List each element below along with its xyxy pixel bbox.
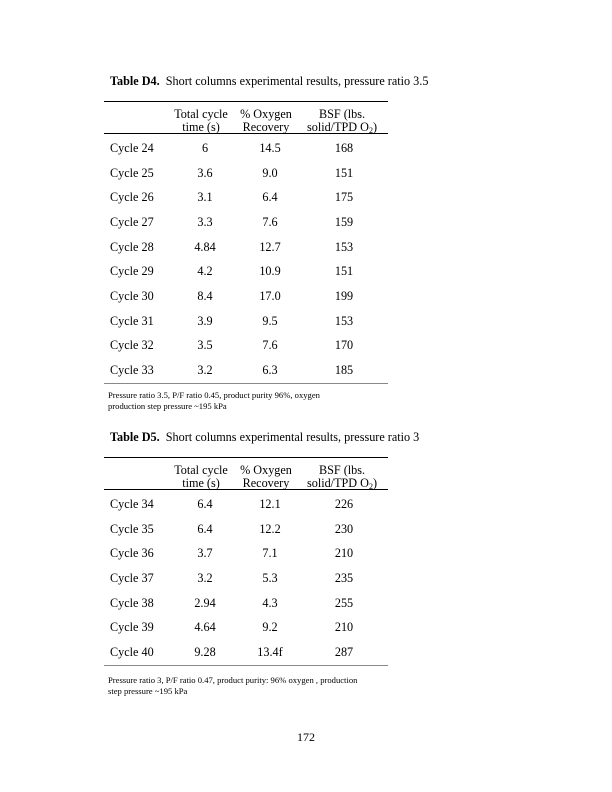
table-row: [104, 185, 388, 210]
bsf-cell: 153: [334, 313, 354, 328]
table-d5-header: [104, 458, 388, 489]
oxygen-recovery-cell: 17.0: [259, 288, 281, 303]
total-cycle-time-cell: 2.94: [194, 595, 216, 610]
table-row: [104, 517, 388, 542]
oxygen-recovery-cell: 7.6: [262, 214, 278, 229]
total-cycle-time-cell: 3.9: [197, 313, 213, 328]
oxygen-recovery-cell: 6.3: [262, 363, 278, 378]
total-cycle-time-cell: 3.1: [197, 190, 213, 205]
cycle-label: Cycle 28: [110, 239, 154, 254]
header-total-cycle-time: Total cycle time (s): [174, 107, 228, 134]
header-bsf: BSF (lbs. solid/TPD $O_2$): [306, 463, 378, 491]
oxygen-recovery-cell: 9.5: [262, 313, 278, 328]
bsf-cell: 153: [334, 239, 354, 254]
total-cycle-time-cell: 3.6: [197, 165, 213, 180]
total-cycle-time-cell: 3.2: [197, 570, 213, 585]
oxygen-recovery-cell: 9.0: [262, 165, 278, 180]
table-d5-body: [104, 492, 388, 665]
bsf-cell: 230: [334, 521, 354, 536]
table-row: [104, 136, 388, 161]
cycle-label: Cycle 24: [110, 140, 154, 155]
total-cycle-time-cell: 9.28: [194, 644, 216, 659]
table-d5-bottom-rule: [104, 665, 388, 666]
table-d4-caption: [110, 74, 428, 89]
total-cycle-time-cell: 3.7: [197, 546, 213, 561]
total-cycle-time-cell: 3.2: [197, 363, 213, 378]
bsf-cell: 210: [334, 620, 354, 635]
bsf-cell: 226: [334, 496, 354, 511]
table-d5-label: Table D5.: [110, 430, 160, 444]
bsf-cell: 199: [334, 288, 354, 303]
bsf-cell: 210: [334, 546, 354, 561]
bsf-cell: 151: [334, 165, 354, 180]
page-number: 172: [297, 730, 315, 744]
cycle-label: Cycle 38: [110, 595, 154, 610]
table-row: [104, 334, 388, 359]
cycle-label: Cycle 30: [110, 288, 154, 303]
oxygen-recovery-cell: 12.7: [259, 239, 281, 254]
oxygen-recovery-cell: 4.3: [262, 595, 278, 610]
total-cycle-time-cell: 3.5: [197, 338, 213, 353]
cycle-label: Cycle 40: [110, 644, 154, 659]
table-row: [104, 259, 388, 284]
cycle-label: Cycle 32: [110, 338, 154, 353]
table-row: [104, 235, 388, 260]
bsf-cell: 159: [334, 214, 354, 229]
table-d4-title: Short columns experimental results, pressure ratio 3.5: [165, 74, 429, 88]
header-oxygen-recovery: % Oxygen Recovery: [240, 107, 292, 134]
table-d4-body: [104, 136, 388, 383]
total-cycle-time-cell: 8.4: [197, 288, 213, 303]
table-d4-header: [104, 102, 388, 133]
header-total-cycle-time: Total cycle time (s): [174, 463, 228, 490]
oxygen-recovery-cell: 6.4: [262, 190, 278, 205]
oxygen-recovery-cell: 7.1: [262, 546, 278, 561]
total-cycle-time-cell: 4.64: [194, 620, 216, 635]
total-cycle-time-cell: 6: [201, 140, 209, 155]
cycle-label: Cycle 26: [110, 190, 154, 205]
table-d5: [104, 457, 388, 666]
bsf-cell: 151: [334, 264, 354, 279]
table-row: [104, 591, 388, 616]
table-row: [104, 640, 388, 665]
header-bsf: BSF (lbs. solid/TPD $O_2$): [306, 107, 378, 135]
table-d4-bottom-rule: [104, 383, 388, 384]
table-row: [104, 615, 388, 640]
table-row: [104, 210, 388, 235]
cycle-label: Cycle 35: [110, 521, 154, 536]
bsf-cell: 168: [334, 140, 354, 155]
table-d5-caption: [110, 430, 419, 445]
bsf-cell: 185: [334, 363, 354, 378]
total-cycle-time-cell: 6.4: [197, 496, 213, 511]
header-oxygen-recovery: % Oxygen Recovery: [240, 463, 292, 490]
cycle-label: Cycle 29: [110, 264, 154, 279]
cycle-label: Cycle 27: [110, 214, 154, 229]
table-row: [104, 161, 388, 186]
cycle-label: Cycle 31: [110, 313, 154, 328]
oxygen-recovery-cell: 12.1: [259, 496, 281, 511]
total-cycle-time-cell: 3.3: [197, 214, 213, 229]
total-cycle-time-cell: 6.4: [197, 521, 213, 536]
table-d4: [104, 101, 388, 384]
cycle-label: Cycle 34: [110, 496, 154, 511]
cycle-label: Cycle 33: [110, 363, 154, 378]
oxygen-recovery-cell: 10.9: [259, 264, 281, 279]
table-d4-note: Pressure ratio 3.5, P/F ratio 0.45, product purity 96%, oxygen production step pressure ~195 kPa: [108, 390, 320, 411]
bsf-cell: 235: [334, 570, 354, 585]
total-cycle-time-cell: 4.84: [194, 239, 216, 254]
bsf-cell: 287: [334, 644, 354, 659]
oxygen-recovery-cell: 12.2: [259, 521, 281, 536]
oxygen-recovery-cell: 14.5: [259, 140, 281, 155]
table-row: [104, 358, 388, 383]
table-row: [104, 566, 388, 591]
oxygen-recovery-cell: 7.6: [262, 338, 278, 353]
cycle-label: Cycle 36: [110, 546, 154, 561]
oxygen-recovery-cell: 13.4f: [257, 644, 283, 659]
total-cycle-time-cell: 4.2: [197, 264, 213, 279]
table-d5-title: Short columns experimental results, pressure ratio 3: [165, 430, 420, 444]
oxygen-recovery-cell: 5.3: [262, 570, 278, 585]
cycle-label: Cycle 25: [110, 165, 154, 180]
bsf-cell: 170: [334, 338, 354, 353]
oxygen-recovery-cell: 9.2: [262, 620, 278, 635]
bsf-cell: 255: [334, 595, 354, 610]
table-d5-note: Pressure ratio 3, P/F ratio 0.47, product purity: 96% oxygen , production step pressure ~195 kPa: [108, 675, 358, 696]
table-row: [104, 309, 388, 334]
table-row: [104, 492, 388, 517]
cycle-label: Cycle 39: [110, 620, 154, 635]
table-row: [104, 541, 388, 566]
bsf-cell: 175: [334, 190, 354, 205]
cycle-label: Cycle 37: [110, 570, 154, 585]
table-d4-label: Table D4.: [110, 74, 160, 88]
table-row: [104, 284, 388, 309]
